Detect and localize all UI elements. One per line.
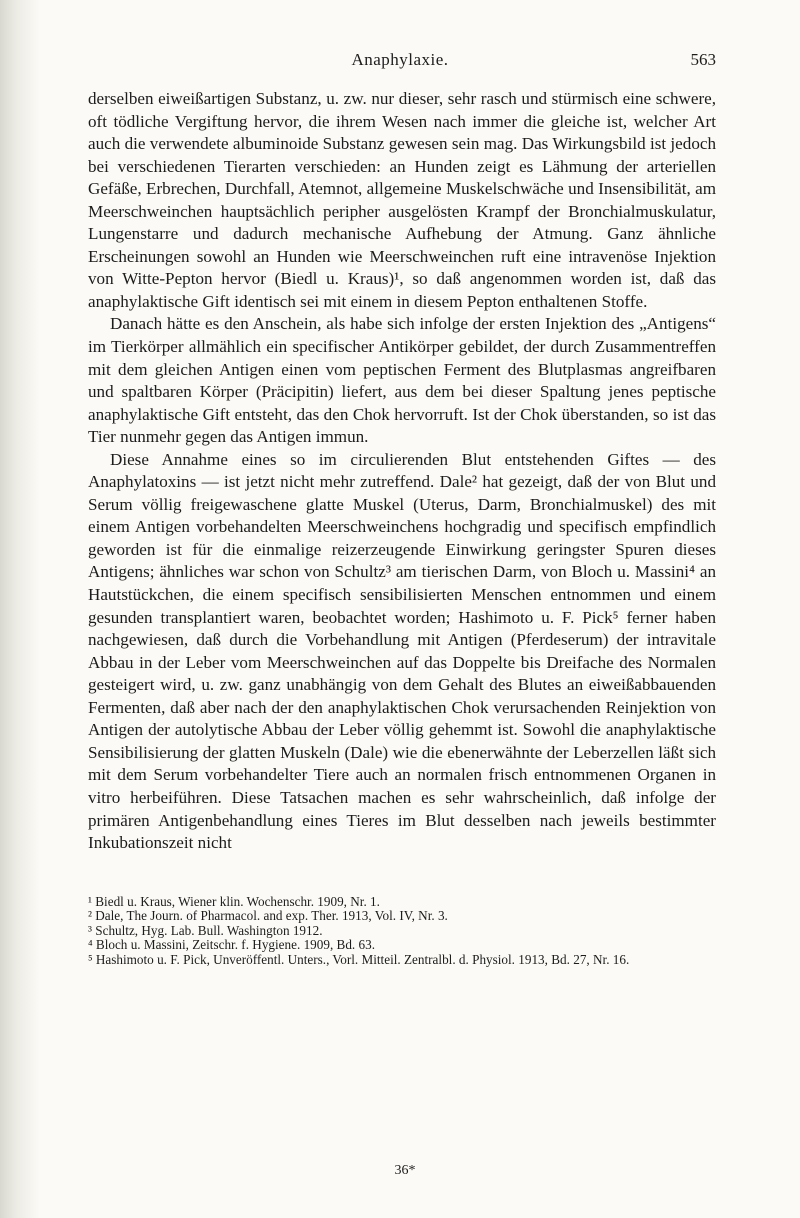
paragraph-2: Danach hätte es den Anschein, als habe sich infolge der ersten Injektion des „Antigens“ im Tierkörper allmählich ein specifischer Antikörper gebildet, der durch Zusammentreffen mit dem gleichen Antigen einen vom peptischen Ferment des Blutplasmas angreifbaren und spaltbaren Körper (Präcipitin) liefert, aus dem bei dieser Spaltung jenes peptische anaphylaktische Gift entsteht, das den Chok hervorruft. Ist der Chok überstanden, so ist das Tier nunmehr gegen das Antigen immun. [88, 314, 716, 447]
paragraph-1: derselben eiweißartigen Substanz, u. zw. nur dieser, sehr rasch und stürmisch eine schwere, oft tödliche Vergiftung hervor, die ihrem Wesen nach immer die gleiche ist, welcher Art auch die verwendete albuminoide Substanz gewesen sein mag. Das Wirkungsbild ist jedoch bei verschiedenen Tierarten verschieden: an Hunden zeigt es Lähmung der arteriellen Gefäße, Erbrechen, Durchfall, Atemnot, allgemeine Muskelschwäche und Insensibilität, am Meerschweinchen hauptsächlich peripher ausgelösten Krampf der Bronchialmuskulatur, Lungenstarre und dadurch mechanische Aufhebung der Atmung. Ganz ähnliche Erscheinungen sowohl an Hunden wie Meerschweinchen ruft eine intravenöse Injektion von Witte-Pepton hervor (Biedl u. Kraus)¹, so daß angenommen worden ist, daß das anaphylaktische Gift identisch sei mit einem in diesem Pepton enthaltenen Stoffe. [88, 89, 716, 311]
footnote-2: ² Dale, The Journ. of Pharmacol. and exp. Ther. 1913, Vol. IV, Nr. 3. [88, 908, 448, 924]
footnote-3: ³ Schultz, Hyg. Lab. Bull. Washington 1912. [88, 922, 323, 938]
binding-shadow [0, 0, 40, 1218]
body-text [88, 88, 716, 855]
page-number: 563 [690, 50, 716, 69]
printer-signature [0, 1163, 800, 1179]
footnote-5: ⁵ Hashimoto u. F. Pick, Unveröffentl. Unters., Vorl. Mitteil. Zentralbl. d. Physiol. 1913, Bd. 27, Nr. 16. [88, 951, 630, 967]
signature-mark: 36* [394, 1163, 416, 1178]
paragraph-3: Diese Annahme eines so im circulierenden Blut entstehenden Giftes — des Anaphylatoxins — ist jetzt nicht mehr zutreffend. Dale² hat gezeigt, daß der von Blut und Serum völlig freigewaschene glatte Muskel (Uterus, Darm, Bronchialmuskel) des mit einem Antigen vorbehandelten Meerschweinchens hochgradig und specifisch empfindlich geworden ist für die einmalige reizerzeugende Einwirkung geringster Spuren dieses Antigens; ähnliches war schon von Schultz³ am tierischen Darm, von Bloch u. Massini⁴ an Hautstückchen, die einem specifisch sensibilisierten Menschen entnommen und einem gesunden transplantiert waren, beobachtet worden; Hashimoto u. F. Pick⁵ ferner haben nachgewiesen, daß durch die Vorbehandlung mit Antigen (Pferdeserum) der intravitale Abbau in der Leber vom Meerschweinchen auf das Doppelte bis Dreifache des Normalen gesteigert wird, u. zw. ganz unabhängig von dem Gehalt des Blutes an eiweißabbauenden Fermenten, daß aber nach der den anaphylaktischen Chok verursachenden Reinjektion von Antigen der autolytische Abbau der Leber völlig gehemmt ist. Sowohl die anaphylaktische Sensibilisierung der glatten Muskeln (Dale) wie die ebenerwähnte der Leberzellen läßt sich mit dem Serum vorbehandelter Tiere auch an normalen frisch entnommenen Organen in vitro herbeiführen. Diese Tatsachen machen es sehr wahrscheinlich, daß infolge der primären Antigenbehandlung eines Tieres im Blut desselben nach jeweils bestimmter Inkubationszeit nicht [88, 449, 716, 853]
running-title: Anaphylaxie. [351, 50, 449, 69]
footnote-1: ¹ Biedl u. Kraus, Wiener klin. Wochenschr. 1909, Nr. 1. [88, 894, 380, 909]
page-header [0, 50, 800, 80]
footnotes [88, 895, 716, 967]
footnote-4: ⁴ Bloch u. Massini, Zeitschr. f. Hygiene. 1909, Bd. 63. [88, 937, 376, 953]
